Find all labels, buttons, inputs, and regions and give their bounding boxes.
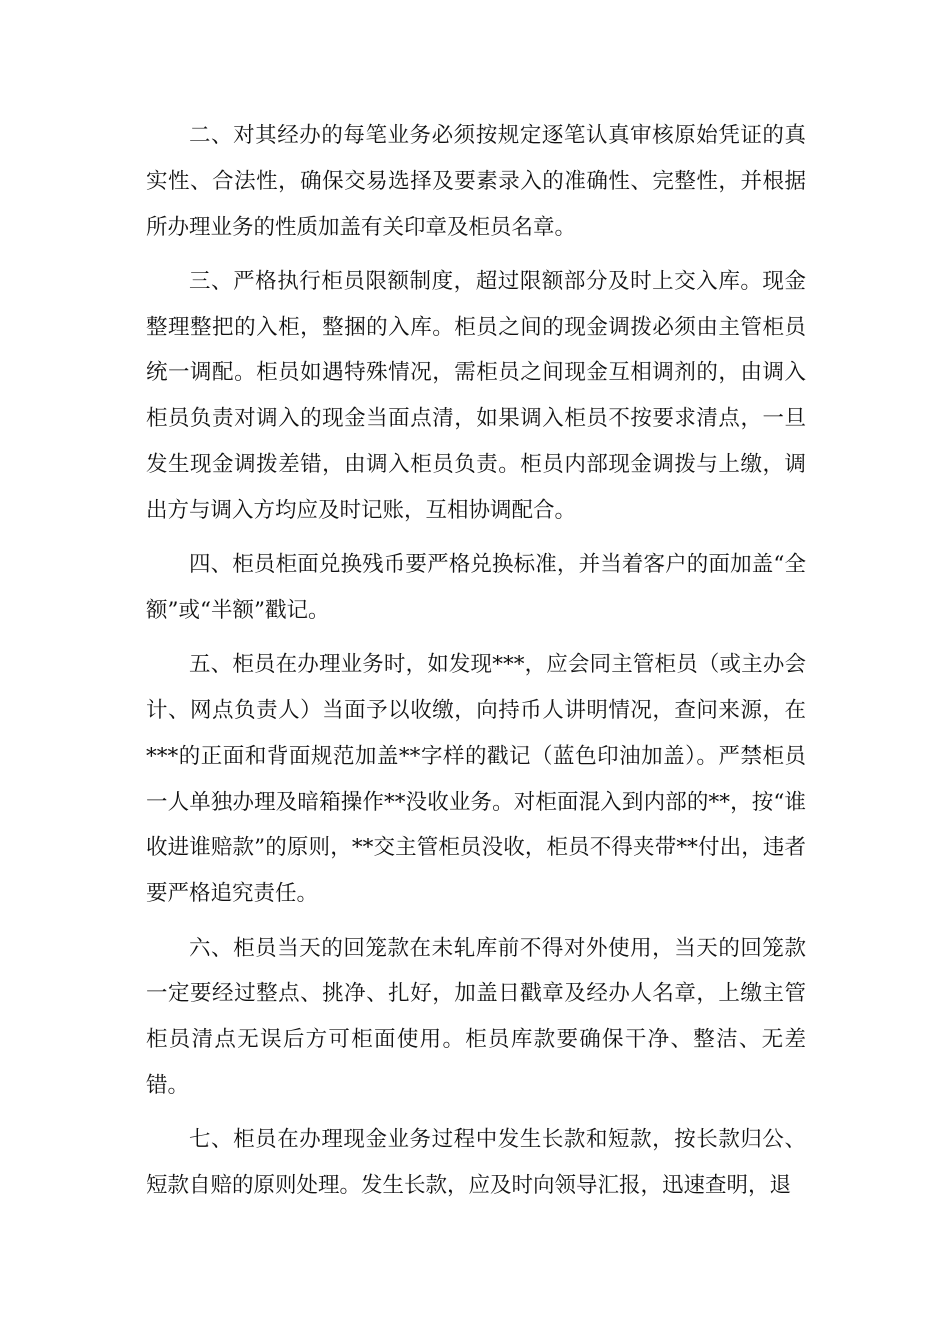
document-body (146, 113, 806, 1217)
paragraph-6: 六、柜员当天的回笼款在未轧库前不得对外使用，当天的回笼款一定要经过整点、挑净、扎好，加盖日戳章及经办人名章，上缴主管柜员清点无误后方可柜面使用。柜员库款要确保干净、整洁、无差错。 (146, 935, 806, 1098)
paragraph-5: 五、柜员在办理业务时，如发现***，应会同主管柜员（或主办会计、网点负责人）当面予以收缴，向持币人讲明情况，查问来源，在***的正面和背面规范加盖**字样的戳记（蓝色印油加盖）。严禁柜员一人单独办理及暗箱操作**没收业务。对柜面混入到内部的**，按“谁收进谁赔款”的原则，**交主管柜员没收，柜员不得夹带**付出，违者要严格追究责任。 (146, 652, 806, 907)
paragraph-2: 二、对其经办的每笔业务必须按规定逐笔认真审核原始凭证的真实性、合法性，确保交易选择及要素录入的准确性、完整性，并根据所办理业务的性质加盖有关印章及柜员名章。 (146, 123, 806, 240)
paragraph-7: 七、柜员在办理现金业务过程中发生长款和短款，按长款归公、短款自赔的原则处理。发生长款，应及时向领导汇报，迅速查明，退 (146, 1127, 806, 1199)
paragraph-3: 三、严格执行柜员限额制度，超过限额部分及时上交入库。现金整理整把的入柜，整捆的入库。柜员之间的现金调拨必须由主管柜员统一调配。柜员如遇特殊情况，需柜员之间现金互相调剂的，由调入柜员负责对调入的现金当面点清，如果调入柜员不按要求清点，一旦发生现金调拨差错，由调入柜员负责。柜员内部现金调拨与上缴，调出方与调入方均应及时记账，互相协调配合。 (146, 268, 806, 523)
paragraph-4: 四、柜员柜面兑换残币要严格兑换标准，并当着客户的面加盖“全额”或“半额”戳记。 (146, 552, 806, 623)
